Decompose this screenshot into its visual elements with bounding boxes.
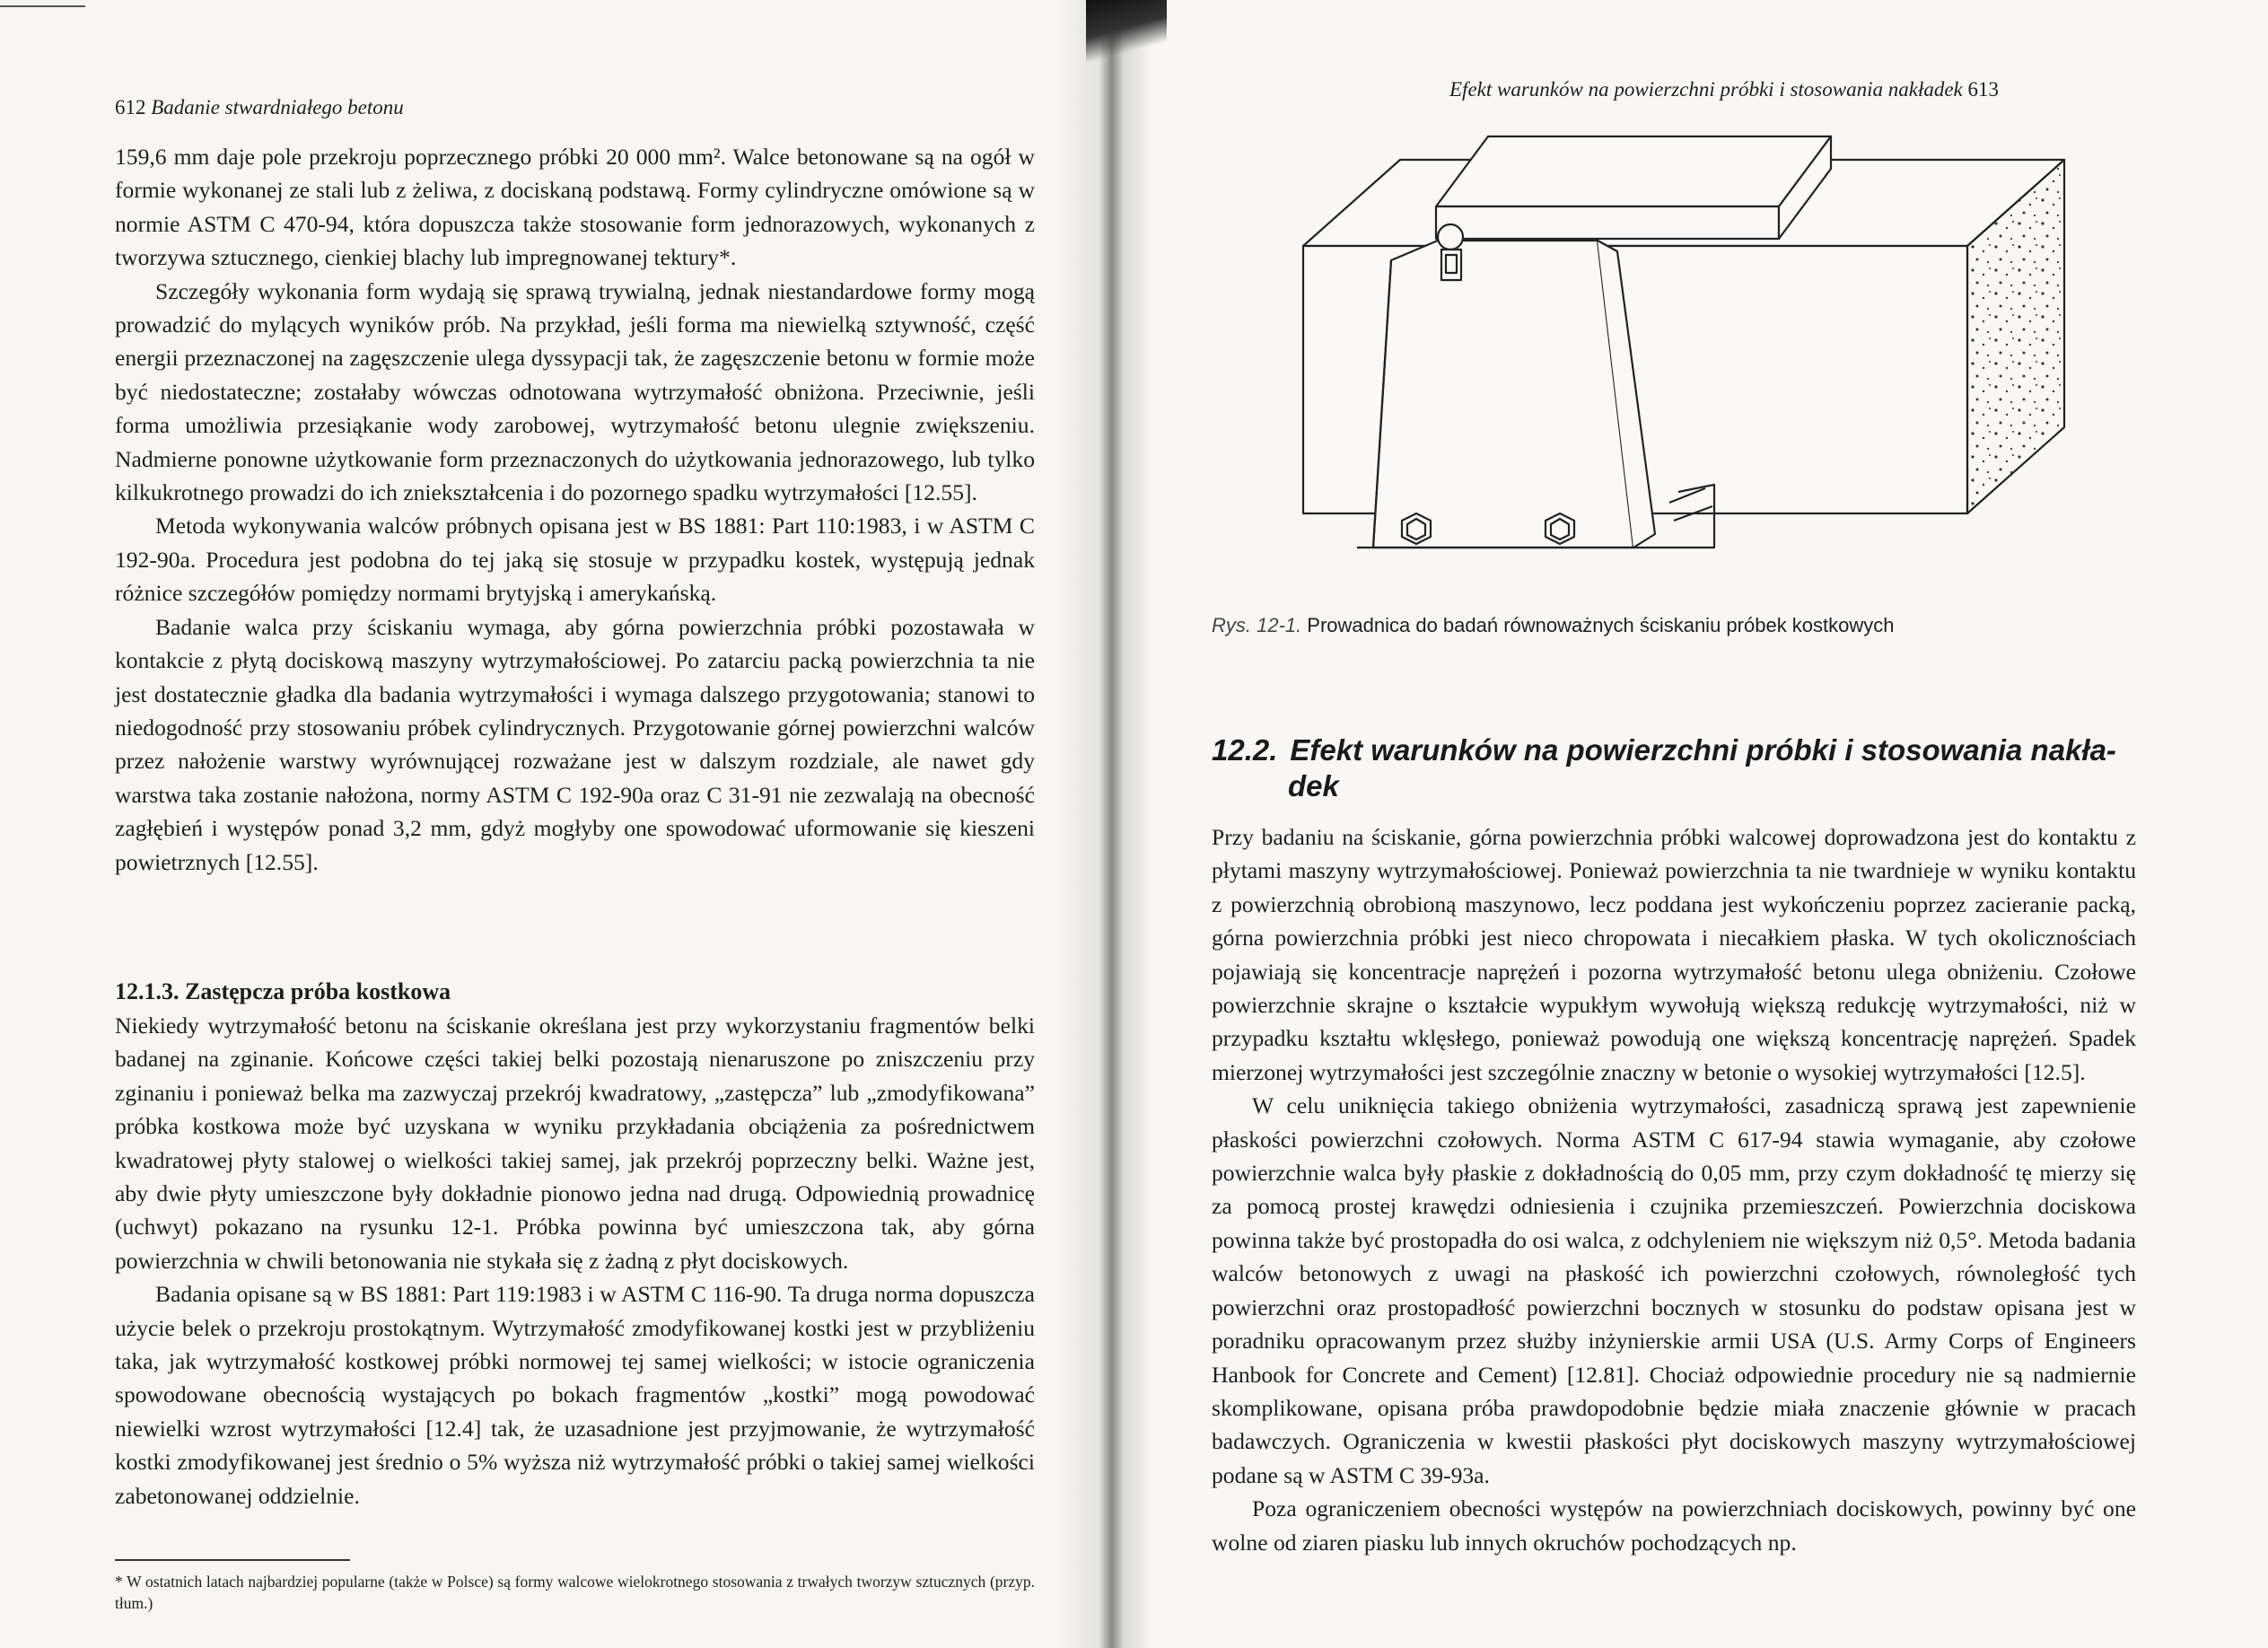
figure-12-1-cube-test-jig [1292,126,2082,583]
footnote-rule [115,1559,350,1561]
left-paragraph-1: 159,6 mm daje pole przekroju poprzecznego próbki 20 000 mm². Walce betonowane są na ogół w formie wykonanej ze stali lub z żeliwa, z dociskaną podstawą. Formy cylindryczne omówione są w normie ASTM C 470-94, która dopuszcza także stosowanie form jednorazowych, wykonanych z tworzywa sztucznego, cienkiej blachy lub impregnowanej tektury*. [115,144,1035,271]
right-header-title: Efekt warunków na powierzchni próbki i stosowania nakładek [1449,78,1963,101]
right-paragraph-2: W celu uniknięcia takiego obniżenia wytrzymałości, zasadniczą sprawą jest zapewnienie płaskości powierzchni czołowych. Norma ASTM C 617-94 stawia wymaganie, aby czołowe powierzchnie walca były płaskie z dokładnością do 0,05 mm, przy czym dokładność tę mierzy się za pomocą prostej krawędzi odniesienia i czujnika przemieszczeń. Powierzchnia dociskowa powinna także być prostopadła do osi walca, z odchyleniem nie większym niż 0,5°. Metoda badania walców betonowych z uwagi na płaskość ich powierzchni czołowych, równoległość tych powierzchni oraz prostopadłość powierzchni bocznych w stosunku do podstaw opisana jest w poradniku opracowanym przez służby inżynierskie armii USA (U.S. Army Corps of Engineers Hanbook for Concrete and Cement) [12.81]. Chociaż odpowiednie procedury nie są nadmiernie skomplikowane, opisana próba prawdopodobnie będzie miała znaczenie głównie w pracach badawczych. Ograniczenia w kwestii płaskości płyt dociskowych maszyny wytrzymałościowej podane są w ASTM C 39-93a. [1212,1092,2136,1488]
subsection-title: 12.1.3. Zastępcza próba kostkowa [115,978,451,1004]
top-edge-rule [0,5,85,7]
right-paragraph-3: Poza ograniczeniem obecności występów na powierzchniach dociskowych, powinny być one wolne od ziaren piasku lub innych okruchów pochodzących np. [1212,1495,2136,1556]
left-paragraph-2: Szczegóły wykonania form wydają się sprawą trywialną, jednak niestandardowe formy mogą prowadzić do mylących wyników prób. Na przykład, jeśli forma ma niewielką sztywność, część energii przeznaczonej na zagęszczenie ulega dyssypacji tak, że zagęszczenie betonu w formie może być niedostateczne; zostałaby wówczas odnotowana wytrzymałość obniżona. Przeciwnie, jeśli forma umożliwia przesiąkanie wody zarobowej, wytrzymałość betonu ulegnie zwiększeniu. Nadmierne ponowne użytkowanie form przeznaczonych do użytkowania jednorazowego, lub tylko kilkukrotnego prowadzi do ich zniekształcenia i do pozornego spadku wytrzymałości [12.55]. [115,277,1035,506]
left-paragraph-4: Badanie walca przy ściskaniu wymaga, aby górna powierzchnia próbki pozostawała w kontakcie z płytą dociskową maszyny wytrzymałościowej. Po zatarciu packą powierzchnia ta nie jest dostatecznie gładka dla badania wytrzymałości i wymaga dalszego przygotowania; stanowi to niedogodność przy stosowaniu próbek cylindrycznych. Przygotowanie górnej powierzchni walców przez nałożenie warstwy wyrównującej rozważane jest w dalszym rozdziale, ale nawet gdy warstwa taka zostanie nałożona, normy ASTM C 192-90a oraz C 31-91 nie zezwalają na obecność zagłębień i występów ponad 3,2 mm, gdyż mogłyby one spowodować uformowanie się kieszeni powietrznych [12.55]. [115,613,1035,875]
figure-caption [1212,613,1895,638]
right-page-number: 613 [1967,78,2000,101]
right-text-block [1212,820,2136,1559]
figure-caption-text: Prowadnica do badań równoważnych ściskaniu próbek kostkowych [1307,614,1895,636]
book-gutter-shadow [1055,0,1153,1648]
section-title-line-2: dek [1288,769,1339,802]
left-text-block-bottom [115,1009,1035,1512]
right-running-header [1449,77,1999,102]
book-gutter-fold [1086,0,1167,63]
left-paragraph-3: Metoda wykonywania walców próbnych opisana jest w BS 1881: Part 110:1983, i w ASTM C 192-90a. Procedura jest podobna do tej jaką się stosuje w przypadku kostek, występują jednak różnice szczegółów pomiędzy normami brytyjską i amerykańską. [115,513,1035,607]
figure-caption-label: Rys. 12-1. [1212,614,1302,636]
left-paragraph-6: Badania opisane są w BS 1881: Part 119:1983 i w ASTM C 116-90. Ta druga norma dopuszcza użycie belek o przekroju prostokątnym. Wytrzymałość zmodyfikowanej kostki jest w przybliżeniu taka, jak wytrzymałość kostkowej próbki normowej tej samej wielkości; w istocie ograniczenia spowodowane obecnością wystających po bokach fragmentów „kostki” mogą powodować niewielki wzrost wytrzymałości [12.4] tak, że uzasadnione jest przyjmowanie, że wytrzymałość kostki zmodyfikowanej jest średnio o 5% wyższa niż wytrzymałość próbki o takiej samej wielkości zabetonowanej oddzielnie. [115,1281,1035,1509]
left-page-number: 612 [115,96,146,118]
top-plate-top [1436,136,1831,206]
footnote: * W ostatnich latach najbardziej popularne (także w Polsce) są formy walcowe wielokrotnego stosowania z trwałych tworzyw sztucznych (przyp. tłum.) [115,1573,1035,1612]
top-plate-front [1436,206,1779,239]
right-paragraph-1: Przy badaniu na ściskanie, górna powierzchnia próbki walcowej doprowadzona jest do kontaktu z płytami maszyny wytrzymałościowej. Ponieważ powierzchnia ta nie twardnieje w wyniku kontaktu z powierzchnią obrobioną maszynowo, lecz poddana jest wykończeniu poprzez zacieranie packą, górna powierzchnia próbki jest nieco chropowata i niecałkiem płaska. W tych okolicznościach pojawiają się koncentracje naprężeń i pozorna wytrzymałość betonu ulega obniżeniu. Czołowe powierzchnie skrajne o kształcie wypukłym wywołują większą redukcję wytrzymałości, niż w przypadku kształtu wklęsłego, ponieważ powodują one większą koncentrację naprężeń. Spadek mierzonej wytrzymałości jest szczególnie znaczny w betonie o wysokiej wytrzymałości [12.5]. [1212,824,2136,1085]
ball-seat [1438,224,1463,250]
section-heading [1212,732,2154,804]
left-page [0,0,1122,1648]
section-title-line-1: Efekt warunków na powierzchni próbki i stosowania nakła- [1290,733,2116,767]
left-text-block-top [115,140,1035,879]
left-header-title: Badanie stwardniałego betonu [151,96,404,118]
jig-frame [1373,241,1633,548]
section-number: 12.2. [1212,733,1278,767]
left-paragraph-5: Niekiedy wytrzymałość betonu na ściskanie określana jest przy wykorzystaniu fragmentów belki badanej na zginanie. Końcowe części takiej belki pozostają nienaruszone po zniszczeniu przy zginaniu i ponieważ belka ma zazwyczaj przekrój kwadratowy, „zastępcza” lub „zmodyfikowana” próbka kostkowa może być uzyskana w wyniku przykładania obciążenia za pośrednictwem kwadratowej płyty stalowej o wielkości takiej samej, jak przekrój poprzeczny belki. Ważne jest, aby dwie płyty umieszczone były dokładnie pionowo jedna nad drugą. Odpowiednią prowadnicę (uchwyt) pokazano na rysunku 12-1. Próbka powinna być umieszczona tak, aby górna powierzchnia w chwili betonowania nie stykała się z żadną z płyt dociskowych. [115,1012,1035,1274]
left-running-header [115,95,404,120]
